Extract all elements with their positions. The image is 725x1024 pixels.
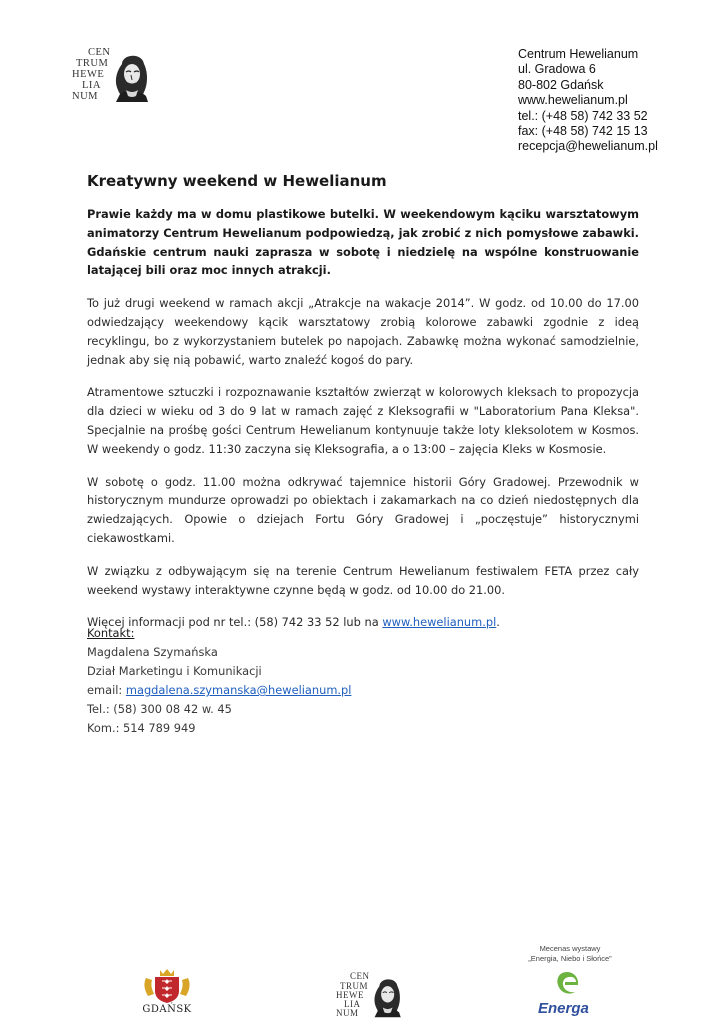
contact-email-link[interactable]: magdalena.szymanska@hewelianum.pl [125,683,352,697]
address-block [518,47,658,155]
sponsor-caption-2: „Energia, Niebo i Słońce” [528,954,612,963]
logo-text-hewe: HEWE [72,69,105,80]
article-lead: Prawie każdy ma w domu plastikowe butelki. W weekendowym kąciku warsztatowym animatorzy Centrum Hewelianum podpowiedzą, jak zrobić z nich pomysłowe zabawki. Gdańskie centrum nauki zaprasza w sobotę i niedzielę na wspólne konstruowanie latającej bili oraz moc innych atrakcji. [87,207,639,278]
gdansk-coat-of-arms-icon [140,968,194,1004]
logo-text-lia: LIA [82,80,101,91]
address-phone: tel.: (+48 58) 742 33 52 [518,108,648,123]
article [87,171,639,646]
contact-phone: Tel.: (58) 300 08 42 w. 45 [87,702,232,716]
energa-swirl-icon [554,970,580,998]
more-info-suffix: . [496,615,500,630]
logo-text-trum: TRUM [76,58,109,69]
contact-heading: Kontakt: [87,626,135,640]
article-title: Kreatywny weekend w Hewelianum [87,172,387,190]
gdansk-logo [140,968,200,1018]
article-paragraph-4: W związku z odbywającym się na terenie Centrum Hewelianum festiwalem FETA przez cały weekend wystawy interaktywne czynne będą w godz. od 10.00 do 21.00. [87,563,639,597]
logo-text-num: NUM [72,91,99,102]
contact-name: Magdalena Szymańska [87,645,218,659]
footer-logo-text-hewe: HEWE [336,990,364,1000]
contact-department: Dział Marketingu i Komunikacji [87,664,262,678]
address-fax: fax: (+48 58) 742 15 13 [518,124,648,139]
footer-hevelius-portrait-icon [368,974,404,1018]
article-paragraph-1: To już drugi weekend w ramach akcji „Atrakcje na wakacje 2014”. W godz. od 10.00 do 17.00 odwiedzający weekendowy kącik warsztatowy zrobią kolorowe zabawki zgodnie z ideą recyklingu, bo z wykorzystaniem butelek po napojach. Zabawkę można wykonać samodzielnie, jednak aby się nią pobawić, warto znaleźć kogoś do pary. [87,296,639,367]
contact-email-label: email: [87,683,126,697]
hewelianum-logo [66,40,166,106]
contact-email-line [87,681,351,700]
footer-logo-text-cen: CEN [350,971,370,981]
footer-logo-text-trum: TRUM [340,981,369,991]
address-email[interactable]: recepcja@hewelianum.pl [518,139,658,154]
logo-text-cen: CEN [88,47,111,58]
more-info-text: Więcej informacji pod nr tel.: (58) 742 33 52 lub na [87,615,383,630]
contact-mobile: Kom.: 514 789 949 [87,721,196,735]
sponsor-caption-1: Mecenas wystawy [539,944,601,953]
gdansk-label: GDAŃSK [142,1004,192,1015]
energa-sponsor [500,944,640,1020]
address-org: Centrum Hewelianum [518,47,639,61]
article-paragraph-2: Atramentowe sztuczki i rozpoznawanie kształtów zwierząt w kolorowych kleksach to propozycja dla dzieci w wieku od 3 do 9 lat w ramach zajęć z Kleksografii w "Laboratorium Pana Kleksa". Specjalnie na prośbę gości Centrum Hewelianum kontynuuje także loty kleksolotem w Kosmos. W weekendy o godz. 11:30 zaczyna się Kleksografia, a o 13:00 – zajęcia Kleks w Kosmosie. [87,385,639,456]
hevelius-portrait-icon [108,50,152,102]
address-city: 80-802 Gdańsk [518,77,604,92]
article-paragraph-3: W sobotę o godz. 11.00 można odkrywać tajemnice historii Góry Gradowej. Przewodnik w historycznym mundurze oprowadzi po obiektach i zakamarkach na co dzień niedostępnych dla zwiedzających. Opowie o dziejach Fortu Góry Gradowej i „poczęstuje” historycznymi ciekawostkami. [87,474,639,545]
energa-wordmark: Energa [538,1000,589,1017]
footer-logo-text-num: NUM [336,1008,359,1018]
address-website[interactable]: www.hewelianum.pl [518,93,628,108]
footer-logo-text-lia: LIA [344,999,361,1009]
address-street: ul. Gradowa 6 [518,62,596,77]
hewelianum-footer-logo [334,970,424,1018]
website-link[interactable]: www.hewelianum.pl [382,615,497,630]
contact-block [87,624,351,738]
